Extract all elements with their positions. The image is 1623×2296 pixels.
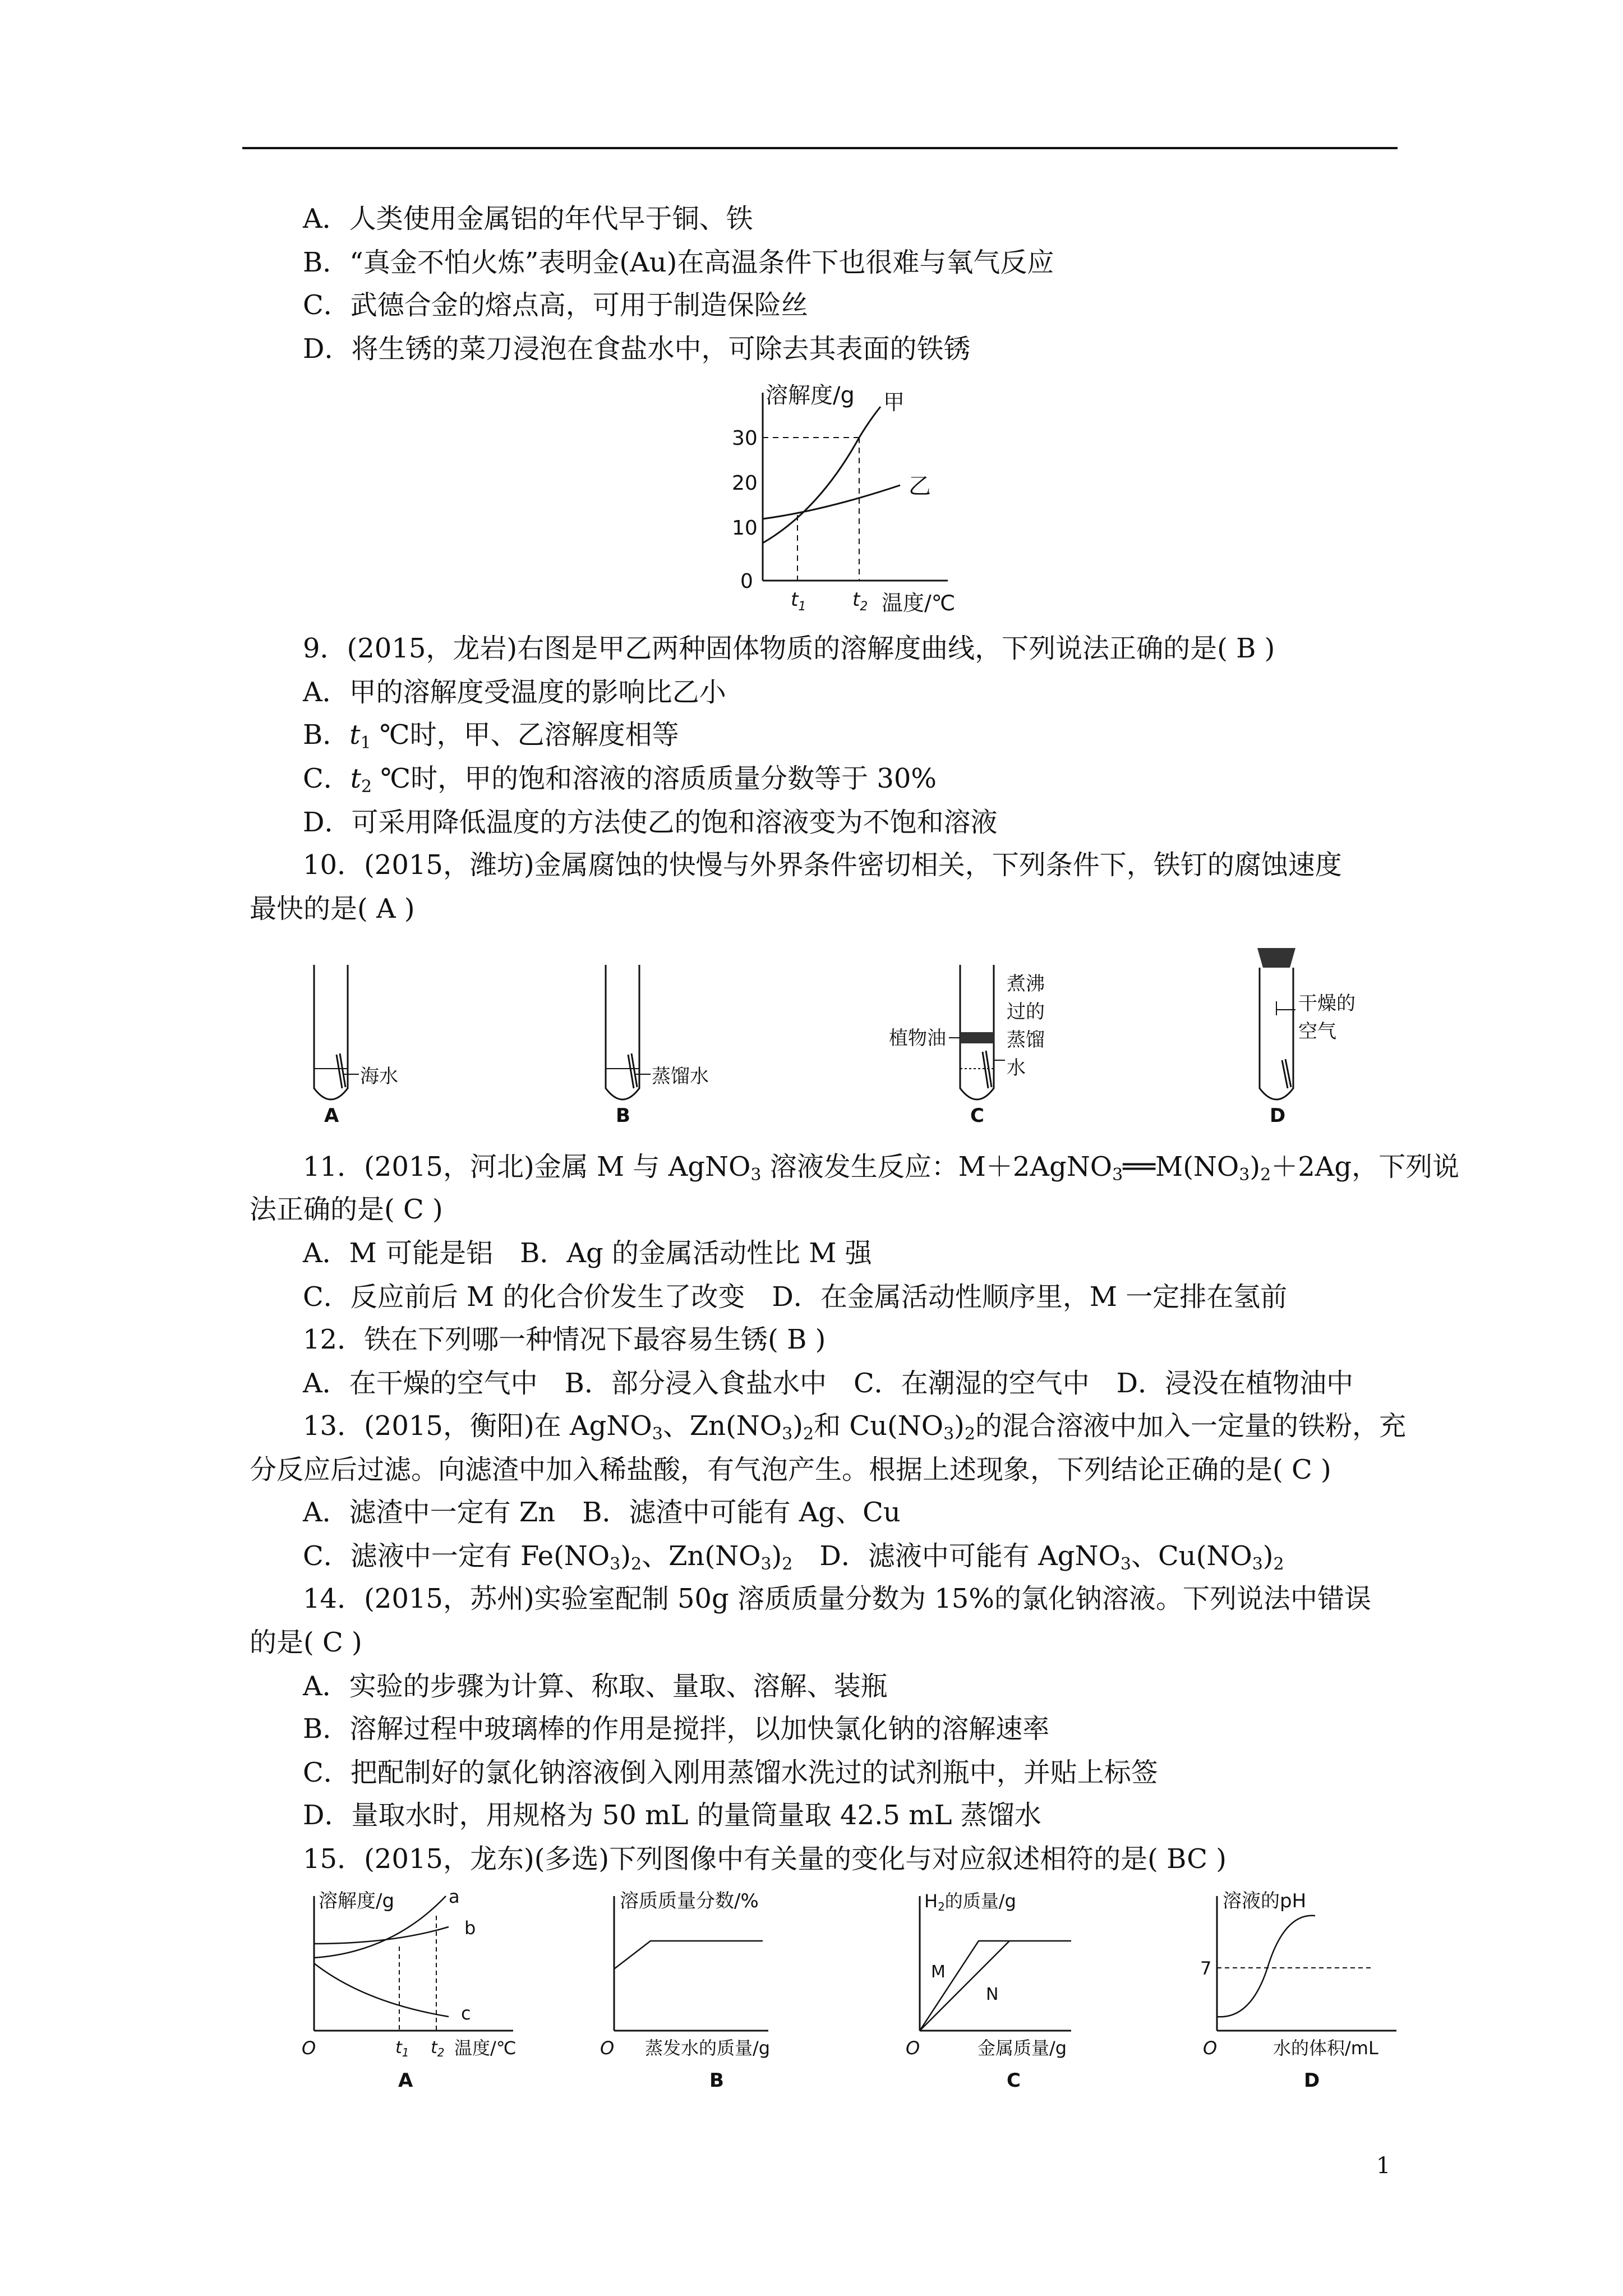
tick-10: 10 [732,517,758,540]
q10-stem-2: 最快的是( A ) [250,893,415,924]
svg-text:H2的质量/g: H2的质量/g [924,1890,1016,1913]
tube-b-label: 蒸馏水 [652,1065,709,1088]
q15-graphs [280,1885,1430,2109]
curve-jia [763,407,880,543]
tick-30: 30 [732,427,758,450]
q11-stem-1: 11．(2015，河北)金属 M 与 AgNO$_3$ 溶液发生反应：$M+2AgNO_3══M(NO_3)_2+2Ag$，下列说 [303,1151,1460,1185]
q14-option-d: D．量取水时，用规格为 50 mL 的量筒量取 42.5 mL 蒸馏水 [303,1800,1041,1831]
q13-stem-1: 13．(2015，衡阳)在 AgNO$_3$、$Zn(NO_3)_2$和 $Cu(NO_3)_2$的混合溶液中加入一定量的铁粉，充 [303,1410,1406,1444]
q9-option-b: B．$t_1$ ℃时，甲、乙溶解度相等 [303,719,679,753]
solubility-chart [712,381,970,617]
graph-c [906,1890,1071,2092]
curve-yi [763,485,900,519]
tube-c-caption: C [970,1105,984,1127]
q15-stem: 15．(2015，龙东)(多选)下列图像中有关量的变化与对应叙述相符的是( BC ) [303,1843,1227,1875]
svg-text:温度/℃: 温度/℃ [454,2037,517,2059]
q8-option-b: B．“真金不怕火炼”表明金(Au)在高温条件下也很难与氧气反应 [303,247,1054,278]
svg-text:M: M [931,1962,946,1982]
svg-text:C: C [1007,2069,1021,2092]
chart-ylabel: 溶解度/g [766,383,855,408]
svg-text:b: b [464,1917,476,1939]
q12-options: A．在干燥的空气中 B．部分浸入食盐水中 C．在潮湿的空气中 D．浸没在植物油中 [303,1368,1354,1399]
graph-d [1200,1890,1396,2092]
svg-text:蒸发水的质量/g: 蒸发水的质量/g [645,2037,771,2059]
tube-a [314,965,398,1127]
svg-text:水的体积/mL: 水的体积/mL [1273,2037,1378,2059]
q14-option-c: C．把配制好的氯化钠溶液倒入刚用蒸馏水洗过的试剂瓶中，并贴上标签 [303,1757,1158,1788]
tick-t2: $t_2$ [852,588,868,614]
q11-options-ab: A．M 可能是铝 B．Ag 的金属活动性比 M 强 [303,1237,872,1269]
tube-a-caption: A [324,1105,339,1127]
svg-text:D: D [1304,2069,1320,2092]
q9-stem: 9．(2015，龙岩)右图是甲乙两种固体物质的溶解度曲线，下列说法正确的是( B ) [303,633,1275,664]
svg-text:a: a [449,1886,460,1907]
q9-option-d: D．可采用降低温度的方法使乙的饱和溶液变为不饱和溶液 [303,807,998,838]
q14-stem-2: 的是( C ) [250,1627,362,1658]
svg-text:溶液的pH: 溶液的pH [1223,1890,1307,1912]
svg-text:O: O [600,2037,615,2059]
svg-text:c: c [461,2003,471,2024]
q11-options-cd: C．反应前后 M 的化合价发生了改变 D．在金属活动性顺序里，M 一定排在氢前 [303,1281,1288,1313]
tube-b-caption: B [616,1105,630,1127]
tube-c-water-1: 煮沸 [1007,973,1045,995]
tube-d-label-2: 空气 [1298,1020,1336,1043]
q8-option-d: D．将生锈的菜刀浸泡在食盐水中，可除去其表面的铁锈 [303,333,971,365]
graph-b [600,1890,770,2092]
svg-text:A: A [398,2069,413,2092]
q9-option-a: A．甲的溶解度受温度的影响比乙小 [303,677,726,708]
tube-a-label: 海水 [360,1065,398,1088]
svg-text:t1: $t_1$ [395,2038,409,2059]
svg-text:溶解度/g: 溶解度/g [319,1890,395,1912]
tick-t1: $t_1$ [791,588,806,614]
q14-option-a: A．实验的步骤为计算、称取、量取、溶解、装瓶 [303,1671,888,1702]
svg-text:B: B [709,2069,724,2092]
tube-c [889,965,1045,1127]
tube-c-water-2: 过的 [1007,1001,1045,1023]
q14-option-b: B．溶解过程中玻璃棒的作用是搅拌，以加快氯化钠的溶解速率 [303,1713,1050,1745]
svg-text:7: 7 [1200,1958,1212,1979]
svg-text:t2: $t_2$ [431,2038,445,2059]
chart-xlabel: 温度/℃ [882,591,956,615]
tick-0: 0 [740,570,753,593]
tube-c-oil-label: 植物油 [889,1027,946,1050]
q12-stem: 12．铁在下列哪一种情况下最容易生锈( B ) [303,1324,826,1355]
tube-d-label-1: 干燥的 [1298,992,1355,1015]
svg-text:溶质质量分数/%: 溶质质量分数/% [620,1890,759,1912]
q8-option-a: A．人类使用金属铝的年代早于铜、铁 [303,203,753,234]
label-yi: 乙 [909,473,931,499]
q13-stem-2: 分反应后过滤。向滤渣中加入稀盐酸，有气泡产生。根据上述现象，下列结论正确的是( C ) [250,1454,1331,1485]
tick-20: 20 [732,472,758,495]
q8-option-c: C．武德合金的熔点高，可用于制造保险丝 [303,289,808,321]
svg-text:O: O [906,2037,920,2059]
tube-b [606,965,709,1127]
q13-options-ab: A．滤渣中一定有 Zn B．滤渣中可能有 Ag、Cu [303,1497,901,1528]
tube-d [1257,948,1355,1127]
q13-options-cd: C．滤液中一定有 $Fe(NO_3)_2$、$Zn(NO_3)_2$ D．滤液中可能有 AgNO$_3$、$Cu(NO_3)_2$ [303,1540,1284,1574]
tube-c-water-3: 蒸馏 [1007,1029,1045,1051]
test-tube-figure [241,948,1419,1133]
label-jia: 甲 [883,390,905,415]
q14-stem-1: 14．(2015，苏州)实验室配制 50g 溶质质量分数为 15%的氯化钠溶液。下列说法中错误 [303,1583,1371,1614]
page-number: 1 [1376,2153,1391,2179]
svg-text:O: O [1203,2037,1218,2059]
graph-a [302,1886,517,2092]
header-rule [242,147,1398,149]
q10-stem-1: 10．(2015，潍坊)金属腐蚀的快慢与外界条件密切相关，下列条件下，铁钉的腐蚀速度 [303,849,1342,881]
tube-c-water-4: 水 [1007,1057,1026,1079]
q11-stem-2: 法正确的是( C ) [250,1194,443,1225]
svg-text:金属质量/g: 金属质量/g [978,2037,1067,2059]
svg-text:O: O [302,2037,316,2059]
q9-option-c: C．$t_2$ ℃时，甲的饱和溶液的溶质质量分数等于 30% [303,763,937,797]
svg-text:N: N [986,1985,999,2004]
tube-d-caption: D [1270,1105,1286,1127]
